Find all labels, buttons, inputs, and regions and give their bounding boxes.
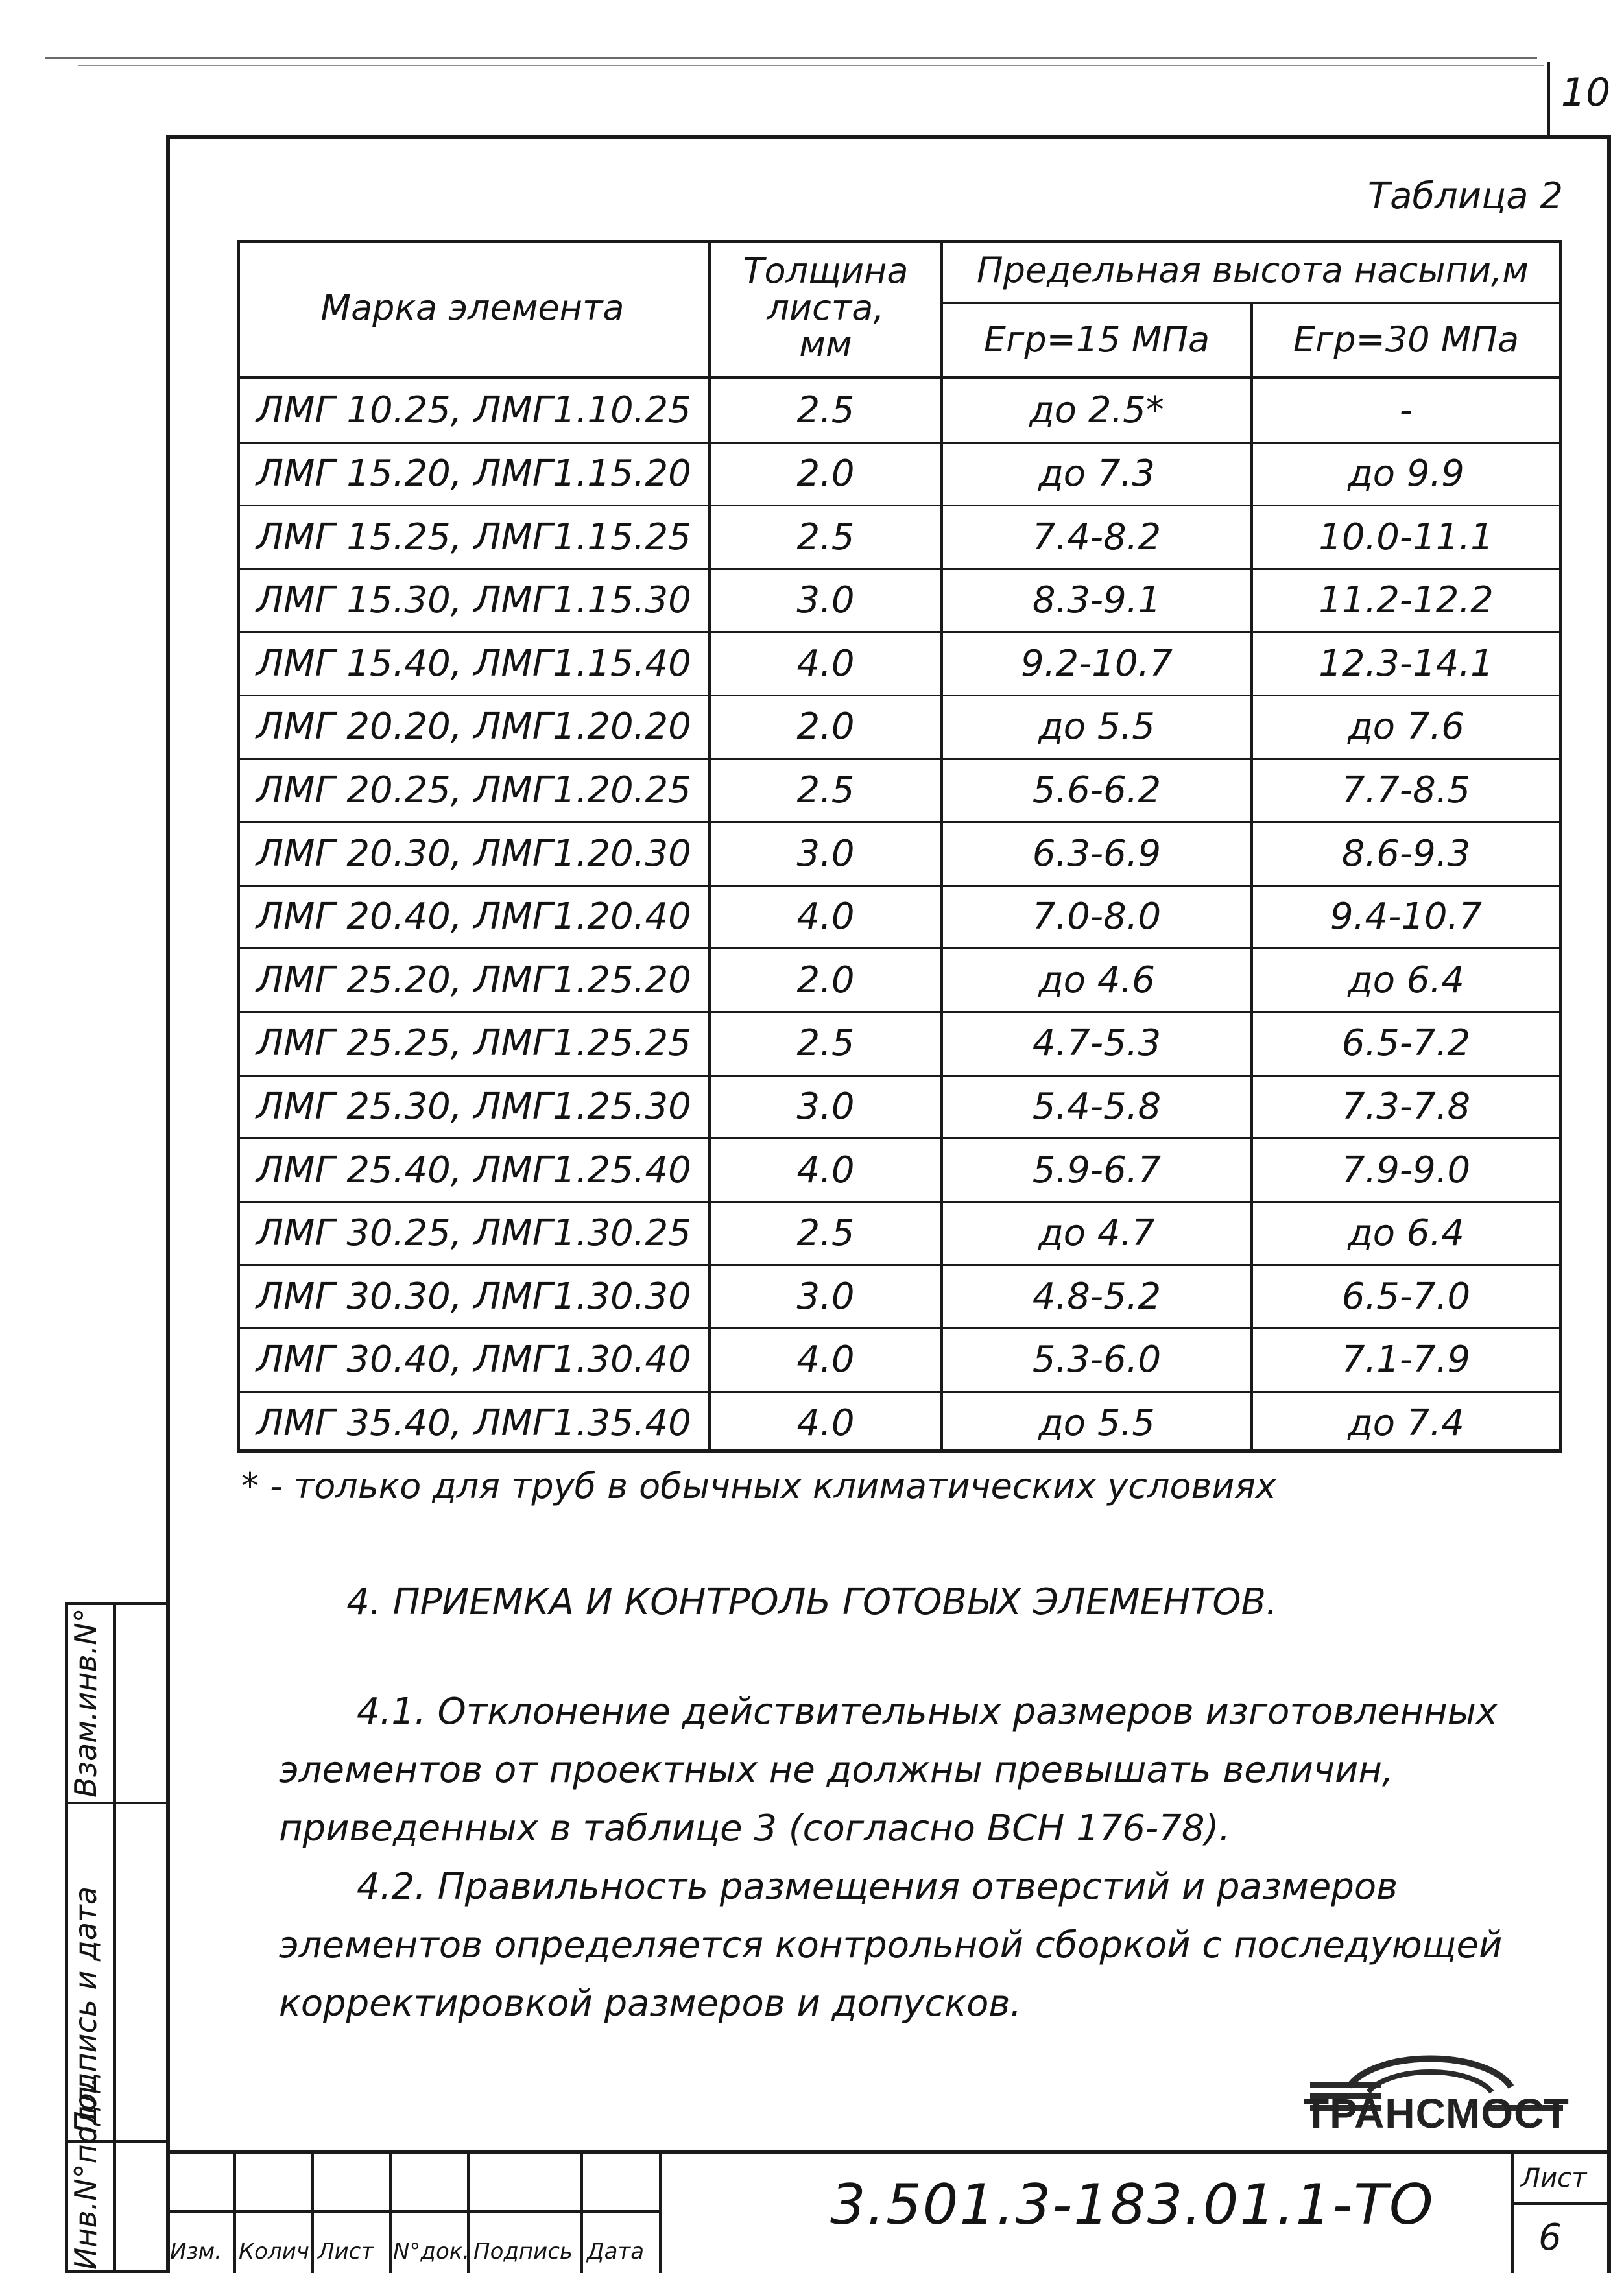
cell-e30: до 6.4 [1348,1212,1464,1255]
sheet-label: Лист [1521,2163,1587,2193]
header-limit-height: Предельная высота насыпи,м [977,250,1529,291]
cell-thickness: 3.0 [796,579,855,622]
stamp-podpis-data: Подпись и дата [68,1886,103,2134]
tb-label-data: Дата [587,2239,645,2265]
table-caption: Таблица 2 [1367,175,1563,217]
cell-e30: до 7.6 [1348,706,1464,748]
cell-thickness: 4.0 [796,1148,855,1191]
cell-e15: 4.8-5.2 [1032,1275,1162,1318]
cell-thickness: 4.0 [796,896,855,938]
cell-e30: 7.3-7.8 [1341,1085,1471,1128]
cell-thickness: 2.0 [796,958,855,1001]
paragraph-4-2-line: корректировкой размеров и допусков. [279,1982,1022,2025]
cell-mark: ЛМГ 15.20, ЛМГ1.15.20 [256,452,691,495]
cell-mark: ЛМГ 25.40, ЛМГ1.25.40 [256,1148,691,1191]
cell-mark: ЛМГ 25.30, ЛМГ1.25.30 [256,1085,691,1128]
cell-e15: до 5.5 [1038,706,1155,748]
cell-e30: 8.6-9.3 [1341,832,1471,875]
cell-e30: 7.9-9.0 [1341,1148,1471,1191]
paragraph-4-2-line: 4.2. Правильность размещения отверстий и размеров [357,1866,1398,1908]
paragraph-4-1-line: 4.1. Отклонение действительных размеров изготовленных [357,1691,1498,1733]
title-block-mid-line [166,2210,659,2213]
cell-thickness: 2.0 [796,452,855,495]
cell-mark: ЛМГ 25.25, ЛМГ1.25.25 [256,1022,691,1065]
cell-e15: до 4.6 [1038,958,1155,1001]
cell-thickness: 3.0 [796,1275,855,1318]
paragraph-4-1-line: элементов от проектных не должны превышать величин, [279,1749,1394,1791]
cell-mark: ЛМГ 15.30, ЛМГ1.15.30 [256,579,691,622]
cell-e30: 9.4-10.7 [1330,896,1482,938]
cell-e30: 6.5-7.0 [1341,1275,1471,1318]
data-table [237,240,1562,1453]
cell-thickness: 3.0 [796,1085,855,1128]
cell-e30: 12.3-14.1 [1319,642,1494,685]
cell-e30: 7.7-8.5 [1341,768,1471,811]
cell-e15: 7.0-8.0 [1032,896,1162,938]
tb-label-ndok: N°док. [393,2239,470,2265]
cell-mark: ЛМГ 20.30, ЛМГ1.20.30 [256,832,691,875]
cell-thickness: 2.5 [796,1212,855,1255]
title-block-col [311,2150,314,2273]
tb-label-podpis: Подпись [473,2239,573,2265]
title-block-col [580,2150,583,2273]
logo-wordmark: ТРАНСМОСТ [1304,2090,1570,2137]
cell-thickness: 3.0 [796,832,855,875]
tb-label-list: Лист [318,2239,374,2265]
cell-mark: ЛМГ 20.20, ЛМГ1.20.20 [256,706,691,748]
cell-mark: ЛМГ 10.25, ЛМГ1.10.25 [256,389,691,432]
cell-e30: 6.5-7.2 [1341,1022,1471,1065]
cell-e15: 5.9-6.7 [1032,1148,1162,1191]
cell-thickness: 4.0 [796,1401,855,1444]
title-block-col [659,2150,662,2273]
cell-mark: ЛМГ 30.25, ЛМГ1.30.25 [256,1212,691,1255]
sheet-edge [45,57,1537,59]
document-code: 3.501.3-183.01.1-ТО [830,2172,1435,2237]
cell-e15: 9.2-10.7 [1021,642,1173,685]
cell-thickness: 2.5 [796,389,855,432]
cell-e30: до 9.9 [1348,452,1464,495]
cell-e15: до 2.5* [1029,389,1164,432]
cell-e15: 6.3-6.9 [1032,832,1162,875]
table-footnote: * - только для труб в обычных климатических условиях [241,1466,1276,1506]
cell-mark: ЛМГ 30.40, ЛМГ1.30.40 [256,1339,691,1381]
cell-e15: 7.4-8.2 [1032,516,1162,558]
cell-e15: 8.3-9.1 [1032,579,1162,622]
cell-e15: 5.3-6.0 [1032,1339,1162,1381]
cell-e30: 7.1-7.9 [1341,1339,1471,1381]
cell-mark: ЛМГ 15.25, ЛМГ1.15.25 [256,516,691,558]
side-stamp-line [65,1802,166,1804]
cell-e30: 10.0-11.1 [1319,516,1494,558]
cell-e15: до 5.5 [1038,1401,1155,1444]
stamp-inv-podl: Инв.N°подл. [68,2077,103,2270]
sheet-number: 6 [1538,2217,1562,2259]
header-e15: Eгр=15 МПа [983,319,1210,361]
paragraph-4-1-line: приведенных в таблице 3 (согласно ВСН 176-78). [279,1807,1231,1850]
cell-e30: до 6.4 [1348,958,1464,1001]
title-block-col [233,2150,236,2273]
sheet-edge-inner [78,65,1544,66]
cell-e30: 11.2-12.2 [1319,579,1494,622]
title-block-top-line [166,2150,1611,2154]
page-number: 10 [1560,70,1611,115]
cell-e30: - [1399,389,1413,432]
title-block-sheet-line [1511,2202,1611,2205]
cell-thickness: 2.5 [796,516,855,558]
cell-thickness: 4.0 [796,1339,855,1381]
title-block-col [389,2150,392,2273]
cell-mark: ЛМГ 20.40, ЛМГ1.20.40 [256,896,691,938]
cell-mark: ЛМГ 30.30, ЛМГ1.30.30 [256,1275,691,1318]
header-e30: Eгр=30 МПа [1293,319,1520,361]
cell-e15: 5.4-5.8 [1032,1085,1162,1128]
cell-e30: до 7.4 [1348,1401,1464,1444]
title-block-col [1511,2150,1514,2273]
cell-mark: ЛМГ 25.20, ЛМГ1.25.20 [256,958,691,1001]
cell-mark: ЛМГ 20.25, ЛМГ1.20.25 [256,768,691,811]
cell-e15: до 4.7 [1038,1212,1155,1255]
cell-thickness: 2.5 [796,1022,855,1065]
cell-e15: 5.6-6.2 [1032,768,1162,811]
cell-mark: ЛМГ 15.40, ЛМГ1.15.40 [256,642,691,685]
header-thickness: Толщина листа, мм [743,250,909,365]
side-stamp-divider [113,1602,116,2273]
header-mark: Марка элемента [320,287,625,328]
stamp-vzam-inv: Взам.инв.N° [68,1608,103,1798]
tb-label-kolich: Колич [239,2239,309,2265]
cell-e15: до 7.3 [1038,452,1155,495]
cell-e15: 4.7-5.3 [1032,1022,1162,1065]
cell-thickness: 2.0 [796,706,855,748]
paragraph-4-2-line: элементов определяется контрольной сборкой с последующей [279,1924,1503,1966]
page-number-divider [1547,62,1550,139]
section-title: 4. ПРИЕМКА И КОНТРОЛЬ ГОТОВЫХ ЭЛЕМЕНТОВ. [346,1581,1278,1623]
cell-thickness: 2.5 [796,768,855,811]
tb-label-izm: Изм. [170,2239,222,2265]
cell-mark: ЛМГ 35.40, ЛМГ1.35.40 [256,1401,691,1444]
cell-thickness: 4.0 [796,642,855,685]
table-border-right [1559,240,1562,1453]
